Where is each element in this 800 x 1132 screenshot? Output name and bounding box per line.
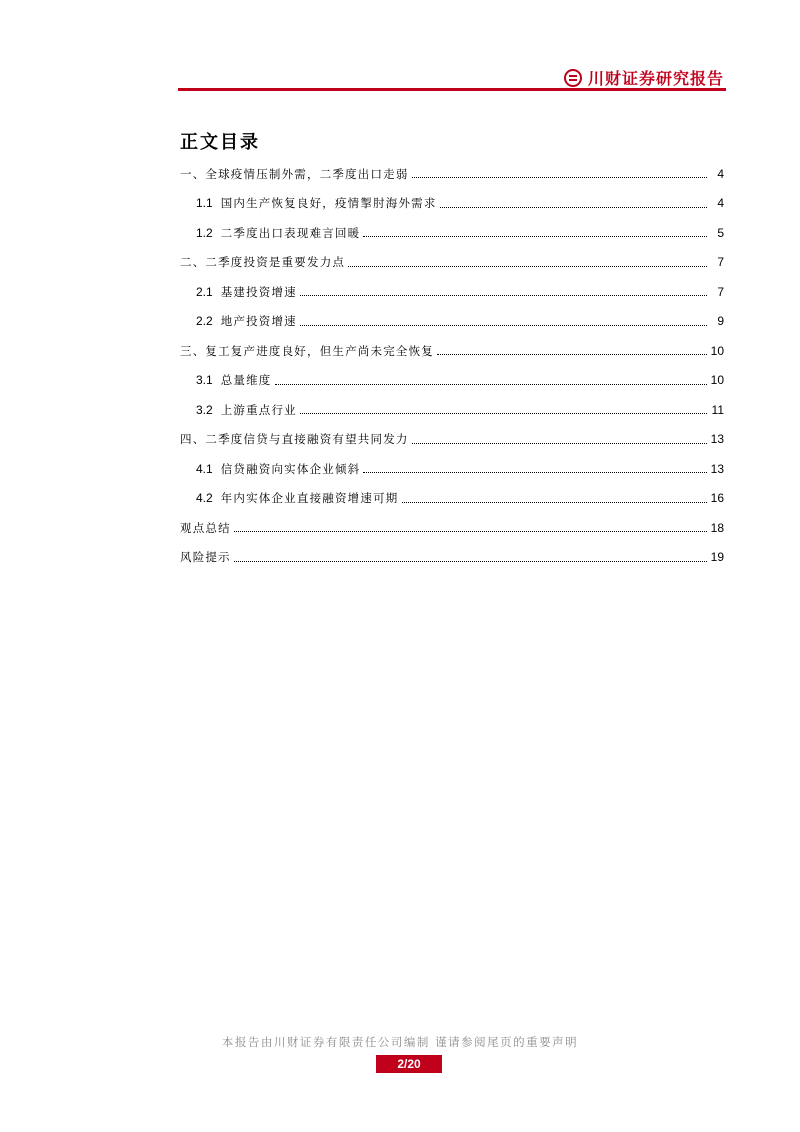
toc-entry-number: 2.1: [196, 284, 213, 299]
toc-entry-label: 上游重点行业: [220, 402, 297, 417]
toc-entry-page: 13: [710, 432, 724, 447]
chuancai-logo-icon: [564, 69, 582, 87]
toc-entry-number: 4.1: [196, 461, 213, 476]
toc-entry[interactable]: [180, 336, 724, 366]
toc-entry-label: 地产投资增速: [220, 314, 297, 329]
toc-entry-page: 4: [717, 196, 724, 211]
toc-entry-number: 2.2: [196, 314, 213, 329]
toc-entry-page: 11: [711, 402, 724, 417]
toc-entry-label: 四、二季度信贷与直接融资有望共同发力: [180, 432, 409, 447]
toc-entry[interactable]: [180, 513, 724, 543]
toc-entry-label: 风险提示: [180, 550, 231, 565]
toc-entry[interactable]: [180, 248, 724, 278]
toc-entry-label: 观点总结: [180, 520, 231, 535]
toc-entry[interactable]: [180, 218, 724, 248]
toc-entry[interactable]: [180, 366, 724, 396]
toc-entry-page: 18: [710, 520, 724, 535]
toc-entry[interactable]: [180, 277, 724, 307]
toc-entry-page: 7: [717, 255, 724, 270]
toc-entry-label: 基建投资增速: [220, 284, 297, 299]
toc-dot-leader: [437, 354, 707, 355]
brand-name: 川财证券研究报告: [587, 69, 724, 88]
toc-entry-number: 1.2: [196, 225, 213, 240]
page-indicator: 2/20: [376, 1055, 442, 1073]
toc-entry[interactable]: [180, 307, 724, 337]
toc-entry-page: 19: [710, 550, 724, 565]
toc-dot-leader: [275, 384, 708, 385]
toc-dot-leader: [300, 325, 707, 326]
toc-dot-leader: [234, 531, 707, 532]
toc-entry[interactable]: [180, 425, 724, 455]
toc-dot-leader: [402, 502, 708, 503]
toc-dot-leader: [363, 472, 707, 473]
toc-entry-page: 9: [717, 314, 724, 329]
toc-title: 正文目录: [180, 132, 260, 153]
toc-entry[interactable]: [180, 454, 724, 484]
toc-entry-page: 10: [710, 373, 724, 388]
toc-entry-number: 1.1: [196, 196, 213, 211]
toc-dot-leader: [412, 443, 707, 444]
header-rule: [178, 88, 726, 91]
toc-entry-label: 二、二季度投资是重要发力点: [180, 255, 346, 270]
toc-dot-leader: [348, 266, 707, 267]
toc-entry-label: 三、复工复产进度良好，但生产尚未完全恢复: [180, 343, 434, 358]
toc-entry-label: 国内生产恢复良好，疫情掣肘海外需求: [220, 196, 437, 211]
toc-entry-page: 13: [710, 461, 724, 476]
toc-entry-page: 10: [710, 343, 724, 358]
toc-entry-number: 4.2: [196, 491, 213, 506]
toc-dot-leader: [300, 413, 707, 414]
toc-entry-number: 3.2: [196, 402, 213, 417]
toc-dot-leader: [300, 295, 707, 296]
toc-entry-label: 信贷融资向实体企业倾斜: [220, 461, 361, 476]
toc-dot-leader: [363, 236, 707, 237]
toc-dot-leader: [234, 561, 707, 562]
toc-entry-label: 总量维度: [220, 373, 272, 388]
toc-entry-label: 二季度出口表现难言回暖: [220, 225, 361, 240]
toc-entry[interactable]: [180, 395, 724, 425]
toc-entry[interactable]: [180, 159, 724, 189]
table-of-contents: [180, 159, 724, 572]
toc-entry-page: 7: [717, 284, 724, 299]
toc-entry-label: 一、全球疫情压制外需，二季度出口走弱: [180, 166, 409, 181]
footer-disclaimer: 本报告由川财证券有限责任公司编制 谨请参阅尾页的重要声明: [221, 1035, 579, 1049]
toc-dot-leader: [412, 177, 707, 178]
toc-dot-leader: [440, 207, 707, 208]
toc-entry-label: 年内实体企业直接融资增速可期: [220, 491, 399, 506]
toc-entry-number: 3.1: [196, 373, 213, 388]
toc-entry[interactable]: [180, 189, 724, 219]
toc-entry-page: 5: [717, 225, 724, 240]
toc-entry[interactable]: [180, 543, 724, 573]
brand: [564, 66, 724, 89]
toc-entry-page: 16: [710, 491, 724, 506]
toc-entry[interactable]: [180, 484, 724, 514]
toc-entry-page: 4: [717, 166, 724, 181]
